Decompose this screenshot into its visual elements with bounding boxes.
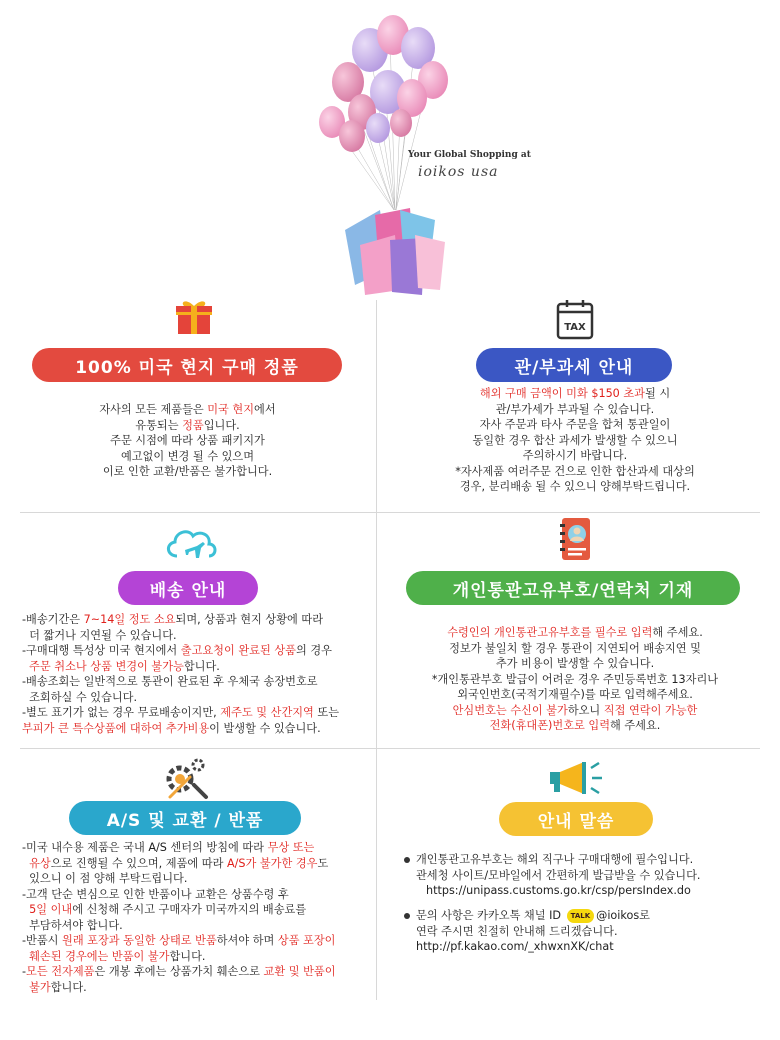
highlight-text: A/S가 불가한 경우 [226, 856, 318, 870]
as-line [22, 840, 374, 856]
section-title-tax: 관/부과세 안내 [476, 348, 672, 382]
horizontal-divider-2 [20, 748, 760, 749]
tax-line [420, 433, 730, 449]
body-text: 외국인번호(국적기재필수)를 따로 입력해주세요. [457, 688, 693, 701]
notice-item2-pre: 문의 사항은 카카오톡 채널 ID [416, 909, 562, 922]
as-line [22, 856, 374, 872]
body-text: 동일한 경우 합산 과세가 발생할 수 있으니 [472, 433, 678, 447]
customs_id-line [395, 641, 755, 657]
body-text: *개인통관부호 발급이 어려운 경우 주민등록번호 13자리나 [431, 672, 719, 686]
highlight-text: 미국 현지 [207, 403, 255, 416]
kakao-talk-icon [567, 909, 595, 923]
body-text: 예고없이 변경 될 수 있으며 [120, 449, 255, 463]
body-text: 자사 주문과 타사 주문을 합쳐 통관일이 [479, 418, 671, 431]
authentic-line [40, 449, 335, 465]
gear-wrench-icon [162, 755, 210, 801]
body-text: 합니다. [183, 659, 220, 673]
body-text: 있으니 이 점 양해 부탁드립니다. [22, 872, 188, 885]
body-text: 또는 [313, 706, 340, 719]
body-text: 주의하시기 바랍니다. [522, 449, 628, 462]
body-text: 은 개봉 후에는 상품가치 훼손으로 [94, 965, 264, 978]
section-title-authentic: 100% 미국 현지 구매 정품 [32, 348, 342, 382]
bullet-dot [404, 913, 410, 919]
body-text: -구매대행 특성상 미국 현지에서 [22, 644, 181, 657]
body-text: 이로 인한 교환/반품은 불가합니다. [102, 465, 273, 478]
body-text: 으로 진행될 수 있으며, 제품에 따라 [50, 856, 227, 870]
as-line [22, 964, 374, 980]
body-text: -미국 내수용 제품은 국내 A/S 센터의 방침에 따라 [22, 841, 268, 854]
body-text: 의 경우 [295, 644, 332, 657]
as-line [22, 933, 374, 949]
section-title-notice: 안내 말씀 [499, 802, 653, 836]
kakao-id: @ioikos로 [596, 909, 650, 922]
highlight-text: 불가 [29, 980, 51, 994]
shipping-line [22, 659, 374, 675]
shipping-line [22, 721, 374, 737]
vertical-divider [376, 300, 377, 1000]
highlight-text: 무상 또는 [267, 841, 315, 854]
customs-id-body [395, 625, 755, 734]
highlight-text: 수령인의 개인통관고유부호를 필수로 입력 [447, 626, 653, 639]
customs_id-line [395, 703, 755, 719]
authentic-line [40, 464, 335, 480]
brand-logo-text: ioikos usa [418, 164, 499, 180]
highlight-text: 모든 전자제품 [26, 965, 95, 978]
authentic-line [40, 402, 335, 418]
brand-tagline: Your Global Shopping at [408, 150, 531, 160]
body-text: 합니다. [169, 949, 206, 963]
as-line [22, 902, 374, 918]
tax-line [420, 417, 730, 433]
megaphone-icon [546, 758, 604, 796]
body-text: *자사제품 여러주문 건으로 인한 합산과세 대상의 [455, 464, 695, 478]
highlight-text: 7~14일 정도 소요 [83, 613, 176, 626]
as-line [22, 918, 374, 934]
body-text: 되며, 상품과 현지 상황에 따라 [175, 613, 323, 626]
tax-line [420, 386, 730, 402]
highlight-text: 출고요청이 완료된 상품 [180, 644, 296, 657]
shipping-line [22, 612, 374, 628]
body-text: 합니다. [50, 980, 87, 994]
notice-item2-line2: 연락 주시면 친절히 안내해 드리겠습니다. [416, 924, 618, 938]
section-title-customs-id: 개인통관고유부호/연락처 기재 [406, 571, 740, 605]
notice-item-customs [404, 852, 764, 899]
as-body [22, 840, 374, 995]
authentic-line [40, 433, 335, 449]
section-title-as: A/S 및 교환 / 반품 [69, 801, 301, 835]
shipping-line [22, 705, 374, 721]
as-line [22, 871, 374, 887]
highlight-text: 유상 [29, 856, 51, 870]
shipping-line [22, 643, 374, 659]
kakao-chat-link[interactable]: http://pf.kakao.com/_xhwxnXK/chat [416, 940, 614, 953]
body-text: 도 [317, 856, 329, 870]
body-text: - [22, 965, 27, 978]
highlight-text: 상품 포장이 [277, 934, 336, 947]
body-text: 해 주세요. [610, 719, 661, 732]
body-text: 더 짧거나 지연될 수 있습니다. [22, 628, 177, 642]
tax-line [420, 479, 730, 495]
body-text: -별도 표기가 없는 경우 무료배송이지만, [22, 706, 221, 719]
notice-item1-line1: 개인통관고유부호는 해외 직구나 구매대행에 필수입니다. [416, 853, 694, 866]
tax-line [420, 464, 730, 480]
body-text: 해 주세요. [652, 626, 703, 639]
highlight-text: 교환 및 반품이 [263, 965, 336, 978]
body-text: 추가 비용이 발생할 수 있습니다. [495, 657, 655, 670]
body-text: 에 신청해 주시고 구매자가 미국까지의 배송료를 [72, 903, 307, 916]
tax-line [420, 402, 730, 418]
customs_id-line [395, 718, 755, 734]
kakao-badge-label: TALK [570, 912, 591, 920]
body-text: 유통되는 [135, 418, 183, 432]
unipass-link[interactable]: https://unipass.customs.go.kr/csp/persIndex.do [426, 884, 691, 897]
body-text: 주문 시점에 따라 상품 패키지가 [110, 434, 265, 447]
section-title-shipping: 배송 안내 [118, 571, 258, 605]
body-text: 입니다. [203, 418, 240, 432]
shipping-line [22, 674, 374, 690]
highlight-text: 훼손된 경우에는 반품이 불가 [29, 949, 170, 963]
authentic-line [40, 418, 335, 434]
cloud-plane-icon [163, 522, 219, 566]
shipping-body [22, 612, 374, 736]
body-text: 하오니 [567, 703, 604, 717]
bullet-dot [404, 857, 410, 863]
tax-icon-label: TAX [564, 322, 586, 333]
highlight-text: 주문 취소나 상품 변경이 불가능 [29, 659, 184, 673]
shipping-line [22, 628, 374, 644]
body-text: 경우, 분리배송 될 수 있으니 양해부탁드립니다. [459, 480, 691, 493]
body-text: 될 시 [644, 387, 671, 400]
body-text: 정보가 불일치 할 경우 통관이 지연되어 배송지연 및 [449, 641, 701, 655]
as-line [22, 887, 374, 903]
shipping-line [22, 690, 374, 706]
body-text: -고객 단순 변심으로 인한 반품이나 교환은 상품수령 후 [22, 887, 289, 901]
body-text: 하셔야 하며 [216, 934, 278, 947]
customs_id-line [395, 672, 755, 688]
tax-line [420, 448, 730, 464]
highlight-text: 5일 이내 [29, 903, 73, 916]
highlight-text: 제주도 및 산간지역 [220, 706, 314, 719]
gift-icon [174, 296, 214, 336]
body-text: -배송조회는 일반적으로 통관이 완료된 후 우체국 송장번호로 [22, 675, 318, 688]
highlight-text: 해외 구매 금액이 미화 $150 초과 [479, 387, 645, 400]
body-text: 부담하셔야 합니다. [22, 918, 123, 932]
body-text: 이 발생할 수 있습니다. [209, 721, 321, 735]
customs_id-line [395, 656, 755, 672]
body-text: 조회하실 수 있습니다. [22, 690, 138, 704]
highlight-text: 직접 연락이 가능한 [603, 703, 698, 717]
authentic-body [40, 402, 335, 480]
body-text: 에서 [254, 403, 276, 416]
body-text: -배송기간은 [22, 613, 84, 626]
highlight-text: 안심번호는 수신이 불가 [452, 703, 568, 717]
body-text: 자사의 모든 제품들은 [99, 403, 208, 416]
customs_id-line [395, 625, 755, 641]
highlight-text: 원래 포장과 동일한 상태로 반품 [62, 934, 217, 947]
notice-item-kakao [404, 908, 764, 955]
highlight-text: 부피가 큰 특수상품에 대하여 추가비용 [22, 721, 210, 735]
tax-body [420, 386, 730, 495]
highlight-text: 정품 [182, 418, 204, 432]
as-line [22, 980, 374, 996]
as-line [22, 949, 374, 965]
body-text: 관/부가세가 부과될 수 있습니다. [495, 402, 655, 416]
horizontal-divider-1 [20, 512, 760, 513]
body-text: -반품시 [22, 934, 63, 947]
contact-book-icon [558, 516, 592, 562]
highlight-text: 전화(휴대폰)번호로 입력 [489, 719, 610, 732]
notice-item1-line2: 관세청 사이트/모바일에서 간편하게 발급받을 수 있습니다. [416, 868, 701, 882]
customs_id-line [395, 687, 755, 703]
tax-calendar-icon [555, 298, 595, 340]
